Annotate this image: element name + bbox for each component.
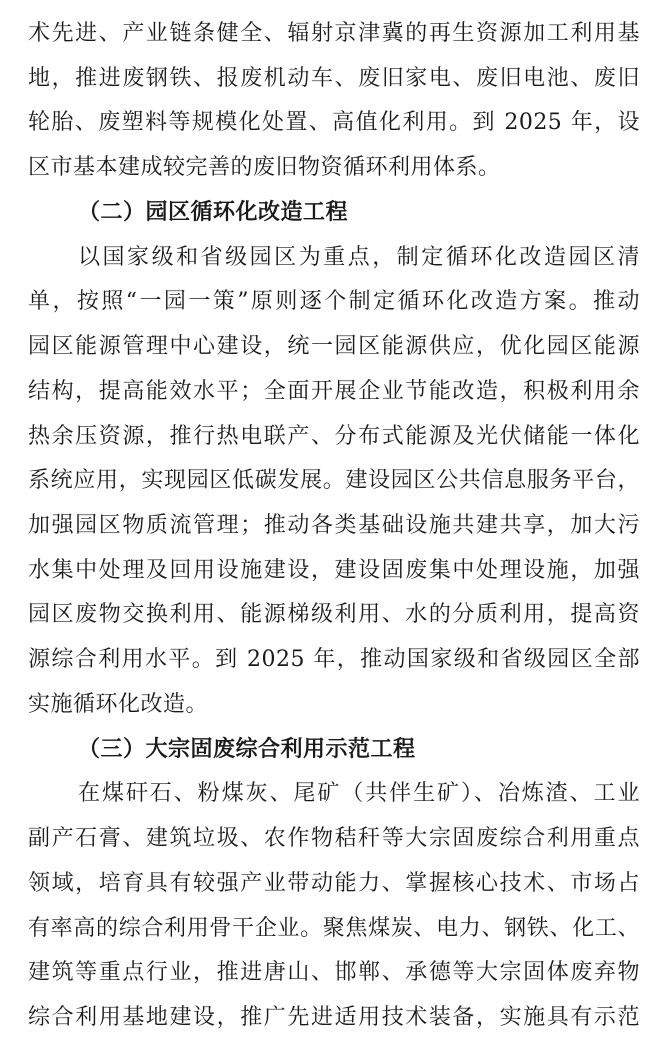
paragraph-line: 单，按照“一园一策”原则逐个制定循环化改造方案。推动	[28, 289, 640, 314]
paragraph-line: 源综合利用水平。到 2025 年，推动国家级和省级园区全部	[28, 647, 640, 672]
paragraph-line: 系统应用，实现园区低碳发展。建设园区公共信息服务平台，	[28, 468, 640, 493]
paragraph-line: 实施循环化改造。	[28, 692, 209, 717]
paragraph-line: 有率高的综合利用骨干企业。聚焦煤炭、电力、钢铁、化工、	[28, 916, 640, 941]
paragraph-line: 结构，提高能效水平；全面开展企业节能改造，积极利用余	[28, 379, 640, 404]
paragraph-line: 副产石膏、建筑垃圾、农作物秸秆等大宗固废综合利用重点	[28, 826, 640, 851]
paragraph-line: 区市基本建成较完善的废旧物资循环利用体系。	[28, 155, 501, 180]
section-heading-3: （三）大宗固废综合利用示范工程	[78, 737, 416, 762]
section-heading-2: （二）园区循环化改造工程	[78, 200, 349, 225]
paragraph-line: 园区能源管理中心建设，统一园区能源供应，优化园区能源	[28, 334, 640, 359]
paragraph-line: 热余压资源，推行热电联产、分布式能源及光伏储能一体化	[28, 424, 640, 449]
paragraph-line: 地，推进废钢铁、报废机动车、废旧家电、废旧电池、废旧	[28, 66, 640, 91]
paragraph-line: 水集中处理及回用设施建设，建设固废集中处理设施，加强	[28, 558, 640, 583]
paragraph-line: 术先进、产业链条健全、辐射京津冀的再生资源加工利用基	[28, 21, 640, 46]
paragraph-line: 综合利用基地建设，推广先进适用技术装备，实施具有示范	[28, 1005, 640, 1030]
paragraph-line: 加强园区物质流管理；推动各类基础设施共建共享，加大污	[28, 513, 640, 538]
paragraph-line: 领域，培育具有较强产业带动能力、掌握核心技术、市场占	[28, 871, 640, 896]
paragraph-line: 在煤矸石、粉煤灰、尾矿（共伴生矿）、冶炼渣、工业	[78, 781, 640, 806]
paragraph-line: 园区废物交换利用、能源梯级利用、水的分质利用，提高资	[28, 602, 640, 627]
paragraph-line: 以国家级和省级园区为重点，制定循环化改造园区清	[78, 245, 640, 270]
paragraph-line: 轮胎、废塑料等规模化处置、高值化利用。到 2025 年，设	[28, 110, 640, 135]
paragraph-line: 建筑等重点行业，推进唐山、邯郸、承德等大宗固体废弃物	[28, 960, 640, 985]
